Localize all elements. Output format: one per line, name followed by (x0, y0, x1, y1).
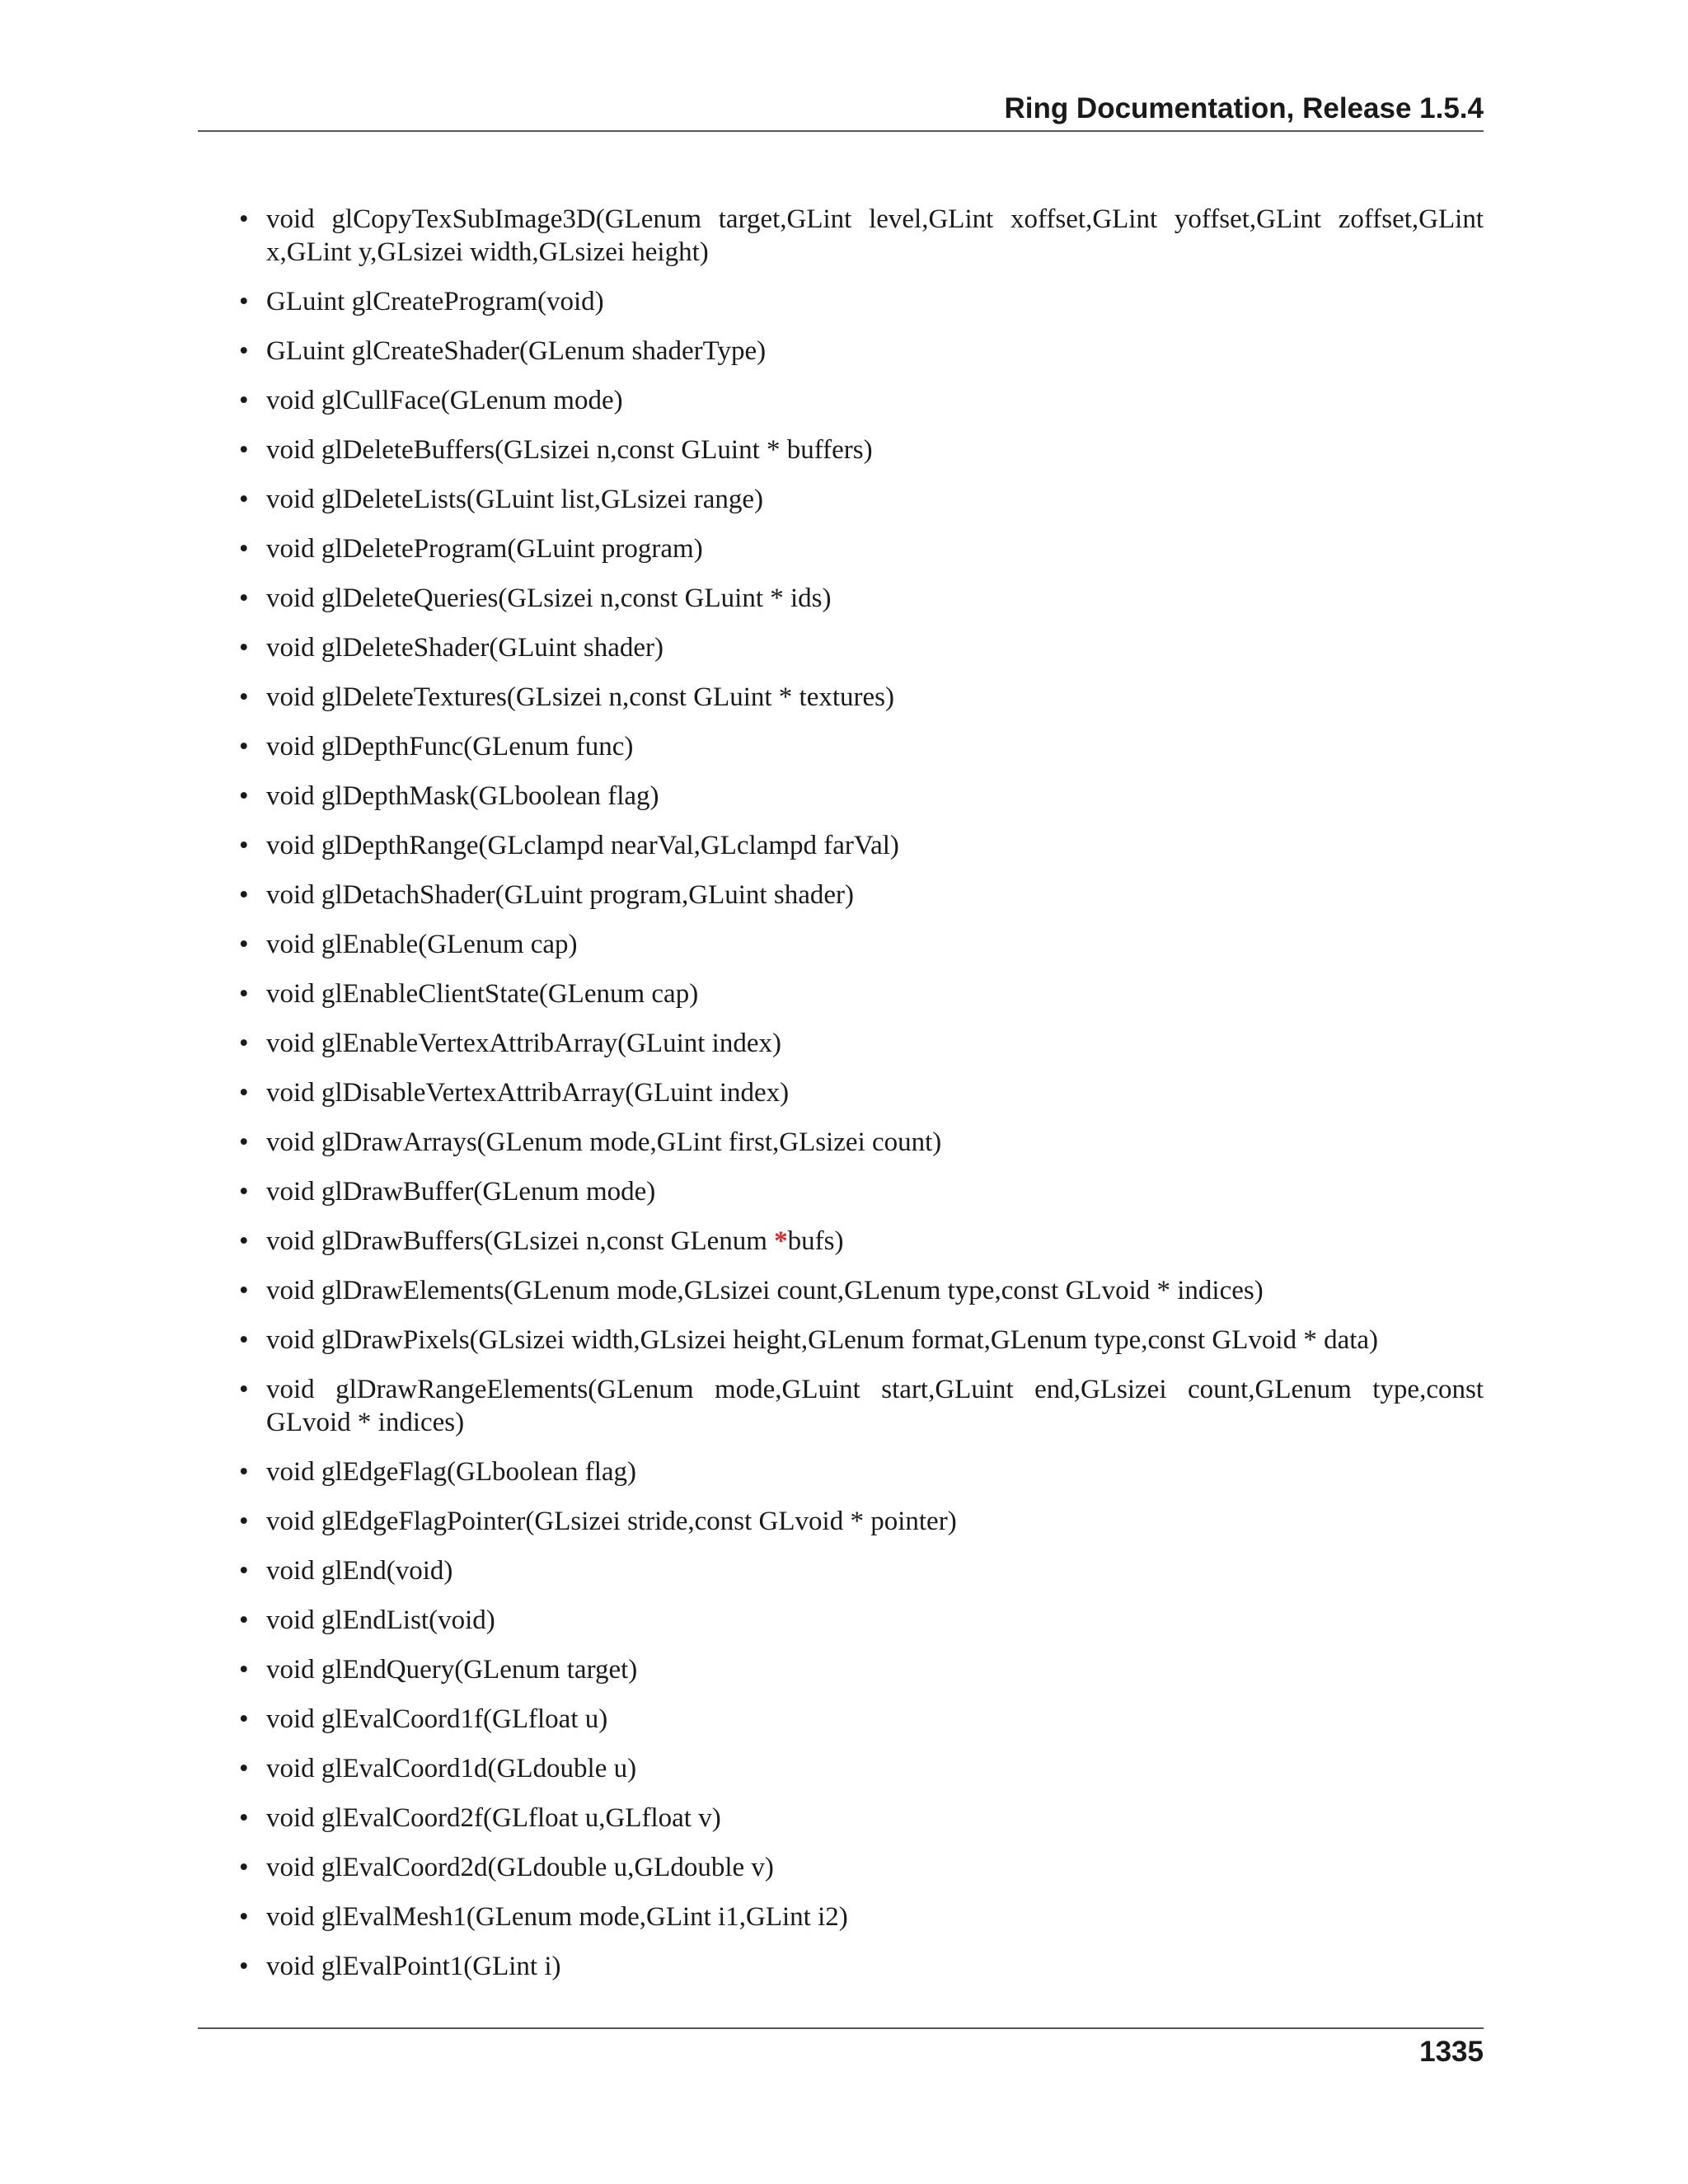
list-item-text: void glEvalMesh1(GLenum mode,GLint i1,GLint i2) (266, 1902, 848, 1932)
list-item (239, 928, 1484, 961)
footer-divider (198, 2027, 1484, 2029)
list-item-text: void glEdgeFlag(GLboolean flag) (266, 1457, 637, 1487)
list-item (239, 631, 1484, 664)
bullet-icon: • (239, 1127, 249, 1157)
list-item-text: void glDrawElements(GLenum mode,GLsizei count,GLenum type,const GLvoid * indices) (266, 1276, 1264, 1305)
bullet-icon: • (239, 1704, 249, 1734)
bullet-icon: • (239, 1952, 249, 1981)
list-item-text: void glCullFace(GLenum mode) (266, 386, 623, 415)
page-header-title: Ring Documentation, Release 1.5.4 (1004, 92, 1484, 124)
bullet-icon: • (239, 1226, 249, 1256)
highlight-asterisk: * (774, 1226, 788, 1256)
list-item-text: void glDepthRange(GLclampd nearVal,GLclampd farVal) (266, 831, 899, 860)
list-item-text: GLuint glCreateShader(GLenum shaderType) (266, 336, 767, 366)
bullet-icon: • (239, 1655, 249, 1685)
bullet-icon: • (239, 435, 249, 465)
bullet-icon: • (239, 1902, 249, 1932)
list-item (239, 1752, 1484, 1785)
list-item (239, 1653, 1484, 1686)
list-item-text: void glDrawArrays(GLenum mode,GLint first,GLsizei count) (266, 1127, 942, 1157)
bullet-icon: • (239, 1556, 249, 1586)
list-item (239, 285, 1484, 318)
bullet-icon: • (239, 1029, 249, 1058)
list-item (239, 1554, 1484, 1587)
list-item (239, 1851, 1484, 1884)
list-item-text: void glDeleteQueries(GLsizei n,const GLuint * ids) (266, 583, 832, 613)
bullet-icon: • (239, 1325, 249, 1355)
list-item (239, 1604, 1484, 1637)
list-item-text: void glEnableClientState(GLenum cap) (266, 979, 699, 1009)
list-item (239, 1175, 1484, 1208)
bullet-icon: • (239, 386, 249, 415)
list-item (239, 977, 1484, 1010)
list-item-text: void glDeleteTextures(GLsizei n,const GLuint * textures) (266, 682, 894, 712)
list-item (239, 1900, 1484, 1933)
bullet-icon: • (239, 1507, 249, 1536)
list-item (239, 335, 1484, 368)
list-item (239, 730, 1484, 763)
bullet-icon: • (239, 732, 249, 762)
list-item-text: void glEvalCoord1d(GLdouble u) (266, 1754, 637, 1783)
bullet-icon: • (239, 485, 249, 514)
bullet-icon: • (239, 583, 249, 613)
list-item-text: void glEdgeFlagPointer(GLsizei stride,const GLvoid * pointer) (266, 1507, 957, 1536)
list-item-text: void glEnable(GLenum cap) (266, 930, 578, 959)
list-item (239, 1703, 1484, 1736)
bullet-icon: • (239, 204, 249, 234)
function-list (239, 203, 1484, 1999)
list-item-text: void glDeleteBuffers(GLsizei n,const GLuint * buffers) (266, 435, 873, 465)
list-item-text: GLuint glCreateProgram(void) (266, 287, 604, 316)
bullet-icon: • (239, 1754, 249, 1783)
list-item (239, 1225, 1484, 1258)
list-item-text: void glEvalCoord2d(GLdouble u,GLdouble v) (266, 1853, 774, 1882)
list-item (239, 1950, 1484, 1983)
list-item-text: void glDrawRangeElements(GLenum mode,GLuint start,GLuint end,GLsizei count,GLenum type,const GLvoid * indices) (266, 1375, 1484, 1437)
bullet-icon: • (239, 1276, 249, 1305)
list-item-text: void glEndList(void) (266, 1605, 495, 1635)
bullet-icon: • (239, 1375, 249, 1404)
bullet-icon: • (239, 781, 249, 811)
list-item (239, 203, 1484, 269)
list-item-text: void glDepthFunc(GLenum func) (266, 732, 634, 762)
list-item (239, 1027, 1484, 1060)
list-item (239, 1455, 1484, 1488)
list-item (239, 1505, 1484, 1538)
list-item (239, 1274, 1484, 1307)
bullet-icon: • (239, 1457, 249, 1487)
list-item-text: void glDeleteLists(GLuint list,GLsizei range) (266, 485, 764, 514)
list-item (239, 582, 1484, 615)
list-item (239, 1126, 1484, 1159)
list-item-text: void glDrawBuffer(GLenum mode) (266, 1177, 656, 1207)
list-item (239, 829, 1484, 862)
list-item-text: void glEvalCoord1f(GLfloat u) (266, 1704, 608, 1734)
bullet-icon: • (239, 1803, 249, 1833)
list-item-text: void glEnableVertexAttribArray(GLuint index) (266, 1029, 781, 1058)
list-item-text: void glDrawPixels(GLsizei width,GLsizei height,GLenum format,GLenum type,const GLvoid * data) (266, 1325, 1379, 1355)
header-divider (198, 130, 1484, 132)
bullet-icon: • (239, 979, 249, 1009)
bullet-icon: • (239, 682, 249, 712)
list-item (239, 384, 1484, 417)
bullet-icon: • (239, 930, 249, 959)
bullet-icon: • (239, 1605, 249, 1635)
list-item-text: void glDepthMask(GLboolean flag) (266, 781, 659, 811)
bullet-icon: • (239, 1853, 249, 1882)
bullet-icon: • (239, 287, 249, 316)
list-item-text: void glDeleteProgram(GLuint program) (266, 534, 703, 564)
bullet-icon: • (239, 1078, 249, 1108)
bullet-icon: • (239, 336, 249, 366)
list-item-text: void glDetachShader(GLuint program,GLuint shader) (266, 880, 854, 910)
bullet-icon: • (239, 831, 249, 860)
page-number: 1335 (1419, 2036, 1484, 2068)
bullet-icon: • (239, 534, 249, 564)
list-item (239, 780, 1484, 813)
list-item (239, 1324, 1484, 1357)
list-item-text: void glEndQuery(GLenum target) (266, 1655, 638, 1685)
list-item (239, 1802, 1484, 1835)
list-item-text: void glCopyTexSubImage3D(GLenum target,GLint level,GLint xoffset,GLint yoffset,GLint zoffset,GLint x,GLint y,GLsizei width,GLsizei height) (266, 204, 1484, 267)
list-item-text: void glDisableVertexAttribArray(GLuint index) (266, 1078, 790, 1108)
list-item (239, 681, 1484, 714)
list-item-text: void glEvalPoint1(GLint i) (266, 1952, 561, 1981)
list-item-text: void glEnd(void) (266, 1556, 453, 1586)
list-item (239, 879, 1484, 912)
list-item (239, 1076, 1484, 1109)
bullet-icon: • (239, 880, 249, 910)
list-item-text: void glEvalCoord2f(GLfloat u,GLfloat v) (266, 1803, 721, 1833)
list-item-text: void glDeleteShader(GLuint shader) (266, 633, 664, 663)
list-item (239, 532, 1484, 565)
list-item (239, 483, 1484, 516)
list-item (239, 1373, 1484, 1439)
bullet-icon: • (239, 1177, 249, 1207)
bullet-icon: • (239, 633, 249, 663)
list-item (239, 434, 1484, 466)
list-item-text: void glDrawBuffers(GLsizei n,const GLenum *bufs) (266, 1226, 844, 1256)
